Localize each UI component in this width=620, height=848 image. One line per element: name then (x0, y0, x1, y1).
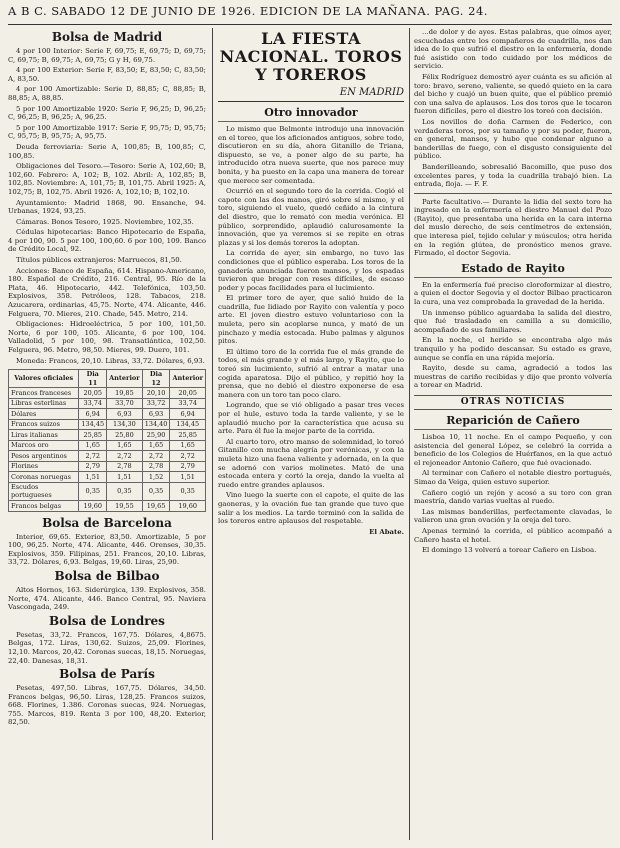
column-cronicas (414, 28, 612, 842)
table-row (9, 409, 206, 420)
article-paragraph: Los novillos de doña Carmen de Federico, con verdaderas toros, por su tamaño y por su poder, fueron, en general, mansos, y hubo que condenar alguno a banderillas de fuego, con el disgusto consiguiente del público. (414, 117, 612, 161)
table-row (9, 482, 206, 500)
table-cell: 25,80 (107, 430, 143, 441)
quote-paragraph: Obligaciones del Tesoro.—Tesoro: Serie A, 102,60; B, 102,60. Febrero: A, 102; B, 102. Abril: A, 102,85; B, 102,85. Noviembre: A, 101,75; B, 101,75. Abril 1925: A, 102,75; B, 102,75. Abril 1926: A, 102,10; B, 102,10. (8, 162, 206, 196)
table-cell: 6,94 (79, 409, 107, 420)
table-cell: 25,90 (142, 430, 170, 441)
quote-paragraph: Cédulas hipotecarias: Banco Hipotecario de España, 4 por 100, 90. 5 por 100, 100,60. 6 por 100, 109. Banco de Crédito Local, 92. (8, 228, 206, 254)
table-header-cell: Anterior (170, 370, 206, 388)
quote-paragraph: Ayuntamiento: Madrid 1868, 90. Ensanche, 94. Urbanas, 1924, 93,25. (8, 198, 206, 216)
article-paragraph: En la noche, el herido se encontraba algo más tranquilo y ha podido descansar. Su estado es grave, aunque se confía en una rápida mejoría. (414, 336, 612, 362)
bolsa-bilbao-quotes (8, 586, 206, 612)
section-title-estado-rayito: Estado de Rayito (414, 262, 612, 278)
article-subtitle: EN MADRID (218, 87, 404, 102)
table-row (9, 440, 206, 451)
table-cell: 33,74 (170, 398, 206, 409)
article-headline: LA FIESTA NACIONAL. TOROS Y TOREROS (219, 29, 403, 84)
column-rule-1 (212, 28, 213, 840)
cambios-table (8, 369, 206, 511)
table-row (9, 388, 206, 399)
article-paragraph: Rayito, desde su cama, agradeció a todos las muestras de cariño recibidas y dijo que pronto volvería a torear en Madrid. (414, 364, 612, 390)
table-cell: 2,72 (142, 451, 170, 462)
quote-paragraph: 5 por 100 Amortizable 1917: Serie F, 95,75; D, 95,75; C, 95,75; B, 95,75; A, 95,75. (8, 123, 206, 141)
article-paragraph: Cañero cogió un rejón y acosó a su toro con gran maestría, dando varias vueltas al ruedo. (414, 488, 612, 506)
article-continuation (414, 28, 612, 189)
article-paragraph: El domingo 13 volverá a torear Cañero en Lisboa. (422, 546, 597, 555)
quote-paragraph: Pesetas, 497,50. Libras, 167,75. Dólares, 34,50. Francos belgas, 96,50. Liras, 128,25. Francos suizos, 668. Florines, 1.386. Coronas suecas, 924. Noruegas, 755. Marcos, 819. Renta 3 por 100, 48,20. Exterior, 82,50. (8, 684, 206, 727)
article-paragraph: ...de dolor y de ayes. Estas palabras, que oímos ayer, escuchadas entre los compañeros de cuadrilla, nos dan idea de lo que sufrió el diestro en la enfermería, donde fué asistido con todo cuidado por los médicos de servicio. (414, 28, 612, 71)
table-row (9, 419, 206, 430)
quote-paragraph: 4 por 100 Amortizable: Serie D, 88,85; C, 88,85; B, 88,85; A, 88,85. (8, 85, 206, 102)
table-cell: 33,70 (107, 398, 143, 409)
table-cell: 1,65 (170, 440, 206, 451)
table-cell: Escudos portugueses (9, 482, 79, 500)
table-cell: 1,65 (142, 440, 170, 451)
quote-paragraph: 4 por 100 Interior: Serie F, 69,75; E, 69,75; D, 69,75; C, 69,75; B, 69,75; A, 69,75; G y H, 69,75. (8, 47, 206, 64)
column-rule-2 (409, 28, 410, 840)
table-cell: Coronas noruegas (9, 472, 79, 483)
section-title-bolsa-bilbao: Bolsa de Bilbao (54, 568, 160, 583)
table-cell: 1,51 (107, 472, 143, 483)
article-paragraph: Ocurrió en el segundo toro de la corrida. Cogió el capote con las dos manos, giró sobre sí mismo, y el toro, siguiendo el vuelo, quedó ceñido a la cintura del diestro, que lo remató con media verónica. El público, sorprendido, aplaudió calurosamente la innovación, que ya veremos si se repite en otras plazas y si los demás toreros la adoptan. (218, 187, 404, 247)
article-paragraph: Félix Rodríguez demostró ayer cuánta es su afición al toro: bravo, sereno, valiente, se quedó quieto en la cara del bicho y cuajó un buen quite, que el público premió con una salva de aplausos. Los dos toros que le tocaron fueron difíciles, pero el diestro los toreó con decisión. (414, 72, 612, 116)
table-cell: 0,35 (107, 482, 143, 500)
section-title-bolsa-londres: Bolsa de Londres (49, 613, 165, 628)
table-cell: 2,79 (170, 461, 206, 472)
article-paragraph: Las mismas banderillas, perfectamente clavadas, le valieron una gran ovación y la oreja del toro. (414, 507, 612, 525)
table-cell: 2,72 (79, 451, 107, 462)
table-cell: 1,52 (142, 472, 170, 483)
table-cell: Dólares (9, 409, 79, 420)
article-paragraph: Al cuarto toro, otro manso de solemnidad, lo toreó Gitanillo con mucha alegría por verónicas, y con la muleta hizo una faena valiente y adornada, en la que se adornó con varios molinetes. Mató de una estocada entera y cortó la oreja, dando la vuelta al ruedo entre grandes aplausos. (218, 437, 404, 489)
article-paragraph: Lisboa 10, 11 noche. En el campo Pequeño, y con asistencia del general López, se celebró la corrida a beneficio de los Colegios de Huérfanos, en la que actuó el rejoneador Antonio Cañero, que fué ovacionado. (414, 432, 612, 467)
table-row (9, 430, 206, 441)
reparicion-canero-body (414, 433, 612, 555)
table-cell: 134,30 (107, 419, 143, 430)
quote-paragraph: Deuda ferroviaria: Serie A, 100,85; B, 100,85; C, 100,85. (8, 142, 206, 160)
article-paragraph: Un inmenso público aguardaba la salida del diestro, que fué trasladado en camilla a su domicilio, acompañado de sus familiares. (414, 308, 612, 334)
article-paragraph: Lo mismo que Belmonte introdujo una innovación en el toreo, que los aficionados antiguos, sobre todo, discutieron en su día, ahora Gitanillo de Triana, dispuesto, se ve, a poner algo de su parte, ha introducido otra nueva suerte, que nos parece muy bonita, y ha puesto en la capa una manera de torear que merece ser comentada. (218, 125, 404, 185)
quote-paragraph: 4 por 100 Exterior: Serie F, 83,50; E, 83,50; C, 83,50; A, 83,50. (8, 66, 206, 83)
quote-paragraph: Obligaciones: Hidroeléctrica, 5 por 100, 101,50. Norte, 6 por 100, 105. Alicante, 6 por 100, 104. Valladolid, 5 por 100, 98. Transatlántica, 102,50. Felguera, 96. Metro, 98,50. Mieres, 99. Duero, 101. (8, 320, 206, 354)
column-bolsas (8, 28, 206, 842)
quote-paragraph: Altos Hornos, 163. Siderúrgica, 139. Explosivos, 358. Norte, 474. Alicante, 446. Banco Central, 95. Naviera Vascongada, 249. (8, 585, 206, 612)
section-title-otro-innovador: Otro innovador (218, 106, 404, 122)
quote-paragraph: Moneda: Francos, 20,10. Libras, 33,72. Dólares, 6,93. (16, 356, 205, 365)
table-cell: 2,72 (107, 451, 143, 462)
section-title-reparicion-canero: Reparición de Cañero (414, 414, 612, 430)
table-cell: 25,85 (170, 430, 206, 441)
table-cell: Francos belgas (9, 501, 79, 512)
article-paragraph: El último toro de la corrida fue el más grande de todos, el más grande y el más largo, y Rayito, que lo toreó sin lucimiento, sufrió al entrar a matar una cogida aparatosa. Dijo el público, y repitió hoy la prensa, que no debió el diestro exponerse de esa manera con un toro tan poco claro. (218, 347, 404, 399)
table-cell: Libras esterlinas (9, 398, 79, 409)
table-cell: 1,51 (79, 472, 107, 483)
table-cell: 2,72 (170, 451, 206, 462)
table-cell: 25,85 (79, 430, 107, 441)
section-title-otras-noticias: OTRAS NOTICIAS (414, 395, 612, 410)
table-cell: 19,55 (107, 501, 143, 512)
table-row (9, 461, 206, 472)
table-row (9, 398, 206, 409)
table-cell: 134,40 (142, 419, 170, 430)
article-paragraph: Vino luego la suerte con el capote, el quite de las gaoneras, y la ovación fue tan grande que tuvo que salir a los medios. La tarde terminó con la salida de los toreros entre aplausos del respetable. (218, 491, 404, 526)
section-title-bolsa-madrid: Bolsa de Madrid (51, 30, 163, 44)
table-cell: 0,35 (79, 482, 107, 500)
table-cell: 6,93 (142, 409, 170, 420)
table-cell: 6,93 (107, 409, 143, 420)
table-cell: 6,94 (170, 409, 206, 420)
bolsa-paris-quotes (8, 684, 206, 727)
table-cell: 1,65 (107, 440, 143, 451)
table-cell: 20,05 (170, 388, 206, 399)
table-cell: 19,60 (170, 501, 206, 512)
article-paragraph: Al terminar con Cañero el notable diestro portugués, Simao da Veiga, quien estuvo superior. (414, 469, 612, 486)
table-cell: 20,10 (142, 388, 170, 399)
table-row (9, 472, 206, 483)
article-paragraph: En la enfermería fué preciso cloroformizar al diestro, a quien el doctor Segovia y el doctor Bilbao practicaron la cura, una vez comprobada la gravedad de la herida. (414, 280, 612, 307)
quote-paragraph: Cámaras. Bonos Tesoro, 1925. Noviembre, 102,35. (16, 217, 194, 226)
table-header-cell: Anterior (107, 370, 143, 388)
article-paragraph: Banderilleando, sobresalió Bacomillo, que puso dos excelentes pares, y toda la cuadrilla trabajó bien. La entrada, floja. — F. F. (414, 162, 612, 189)
article-body (218, 125, 404, 526)
article-paragraph: Apenas terminó la corrida, el público acompañó a Cañero hasta el hotel. (414, 526, 612, 544)
quote-paragraph: 5 por 100 Amortizable 1920: Serie F, 96,25; D, 96,25; C, 96,25; B, 96,25; A, 96,25. (8, 104, 206, 122)
article-signature: El Abate. (369, 527, 404, 536)
table-cell: Francos franceses (9, 388, 79, 399)
estado-rayito-body (414, 281, 612, 390)
table-cell: Francos suizos (9, 419, 79, 430)
bolsa-madrid-quotes (8, 47, 206, 365)
table-cell: 2,78 (142, 461, 170, 472)
quote-paragraph: Interior, 69,65. Exterior, 83,50. Amortizable, 5 por 100, 96,25. Norte, 474. Alicante, 446. Orenses, 30,35. Explosivos, 359. Filipinas, 251. Francos, 20,10. Libras, 33,72. Dólares, 6,93. Belgas, 19,60. Liras, 25,90. (8, 532, 206, 567)
table-cell: 2,78 (107, 461, 143, 472)
quote-paragraph: Acciones: Banco de España, 614. Hispano-Americano, 180. Español de Crédito, 216. Central, 95. Río de la Plata, 46. Hipotecario, 442. Telefónica, 103,50. Explosivos, 358. Petróleos, 128. Tabacos, 218. Azucarera, ordinarias, 45,75. Norte, 474. Alicante, 446. Felguera, 70. Mieres, 210. Chade, 545. Metro, 214. (8, 266, 206, 318)
table-cell: 2,79 (79, 461, 107, 472)
table-row (9, 501, 206, 512)
table-row (9, 451, 206, 462)
table-header-cell: Valores oficiales (9, 370, 79, 388)
table-cell: 20,05 (79, 388, 107, 399)
quote-paragraph: Títulos públicos extranjeros: Marruecos, 81,50. (16, 256, 182, 265)
table-cell: 1,51 (170, 472, 206, 483)
parte-facultativo: Parte facultativo.— Durante la lidia del sexto toro ha ingresado en la enfermería el diestro Manuel del Pozo (Rayito), que presentaba una herida en la cara interna del muslo derecho, de seis centímetros de extensión, que interesa piel, tejido celular y músculos; otra herida en la región glútea, de pronóstico menos grave. Firmado, el doctor Segovia. (414, 197, 612, 258)
article-paragraph: El primer toro de ayer, que salió huido de la cuadrilla, fue lidiado por Rayito con valentía y poco arte. El joven diestro estuvo voluntarioso con la muleta, pero sin acoplarse nunca, y mató de un pinchazo y media estocada. Hubo palmas y algunos pitos. (218, 294, 404, 346)
table-cell: Liras italianas (9, 430, 79, 441)
page-header: A B C. SABADO 12 DE JUNIO DE 1926. EDICION DE LA MAÑANA. PAG. 24. (8, 4, 612, 25)
article-paragraph: La corrida de ayer, sin embargo, no tuvo las condiciones que el público esperaba. Los toros de la ganadería anunciada fueron mansos, y los espadas tuvieron que bregar con reses difíciles, de escaso poder y pocas facilidades para el lucimiento. (218, 249, 404, 292)
section-title-bolsa-paris: Bolsa de París (59, 667, 155, 682)
table-cell: 33,72 (142, 398, 170, 409)
table-cell: 19,85 (107, 388, 143, 399)
table-header-cell: Dia 11 (79, 370, 107, 388)
table-cell: 19,60 (79, 501, 107, 512)
bolsa-barcelona-quotes (8, 533, 206, 567)
table-cell: Pesos argentinos (9, 451, 79, 462)
column-fiesta-nacional (218, 28, 404, 842)
table-cell: 0,35 (142, 482, 170, 500)
table-cell: 33,74 (79, 398, 107, 409)
article-paragraph: Logrando, que se vió obligado a pasar tres veces por el hule, estuvo toda la tarde valiente, y se le aplaudió mucho por la característica que acusa su arte. Para él fue la mejor parte de la corrida. (218, 401, 404, 436)
section-title-bolsa-barcelona: Bolsa de Barcelona (42, 515, 172, 530)
table-cell: Marcos oro (9, 440, 79, 451)
table-cell: 134,45 (170, 419, 206, 430)
table-cell: 1,65 (79, 440, 107, 451)
table-cell: 19,65 (142, 501, 170, 512)
quote-paragraph: Pesetas, 33,72. Francos, 167,75. Dólares, 4,8675. Belgas, 172. Liras, 130,62. Suizos, 25,09. Florines, 12,10. Marcos, 20,42. Coronas suecas, 18,15. Noruegas, 22,40. Danesas, 18,31. (8, 630, 206, 665)
table-cell: 134,45 (79, 419, 107, 430)
bolsa-londres-quotes (8, 631, 206, 665)
table-cell: Florines (9, 461, 79, 472)
table-cell: 0,35 (170, 482, 206, 500)
table-header-cell: Dia 12 (142, 370, 170, 388)
divider (414, 193, 612, 194)
